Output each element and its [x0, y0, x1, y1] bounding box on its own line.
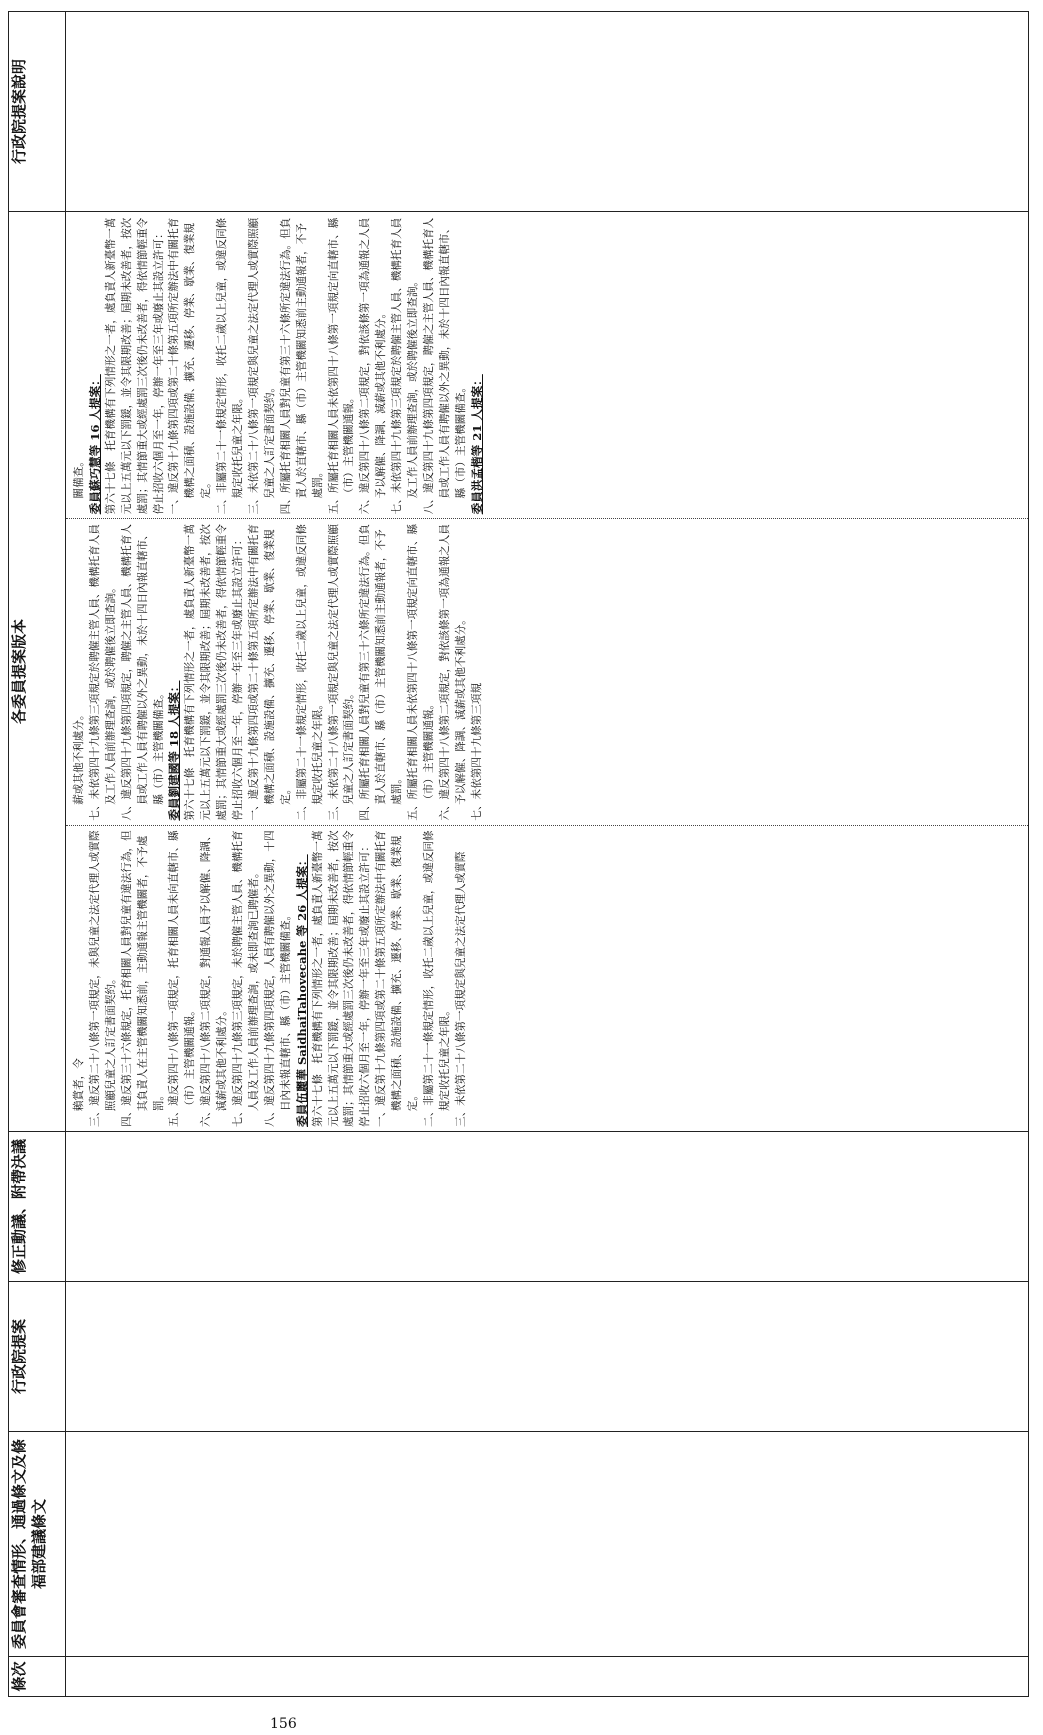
proposal-paragraph: 六、違反第四十八條第二項規定，對依該條第一項為通報之人員予以解僱、降調、減薪或其他不利處分。: [438, 524, 467, 821]
proposal-heading: 委員劉建國等 18 人提案：: [167, 680, 182, 821]
proposal-paragraph: 八、違反第四十九條第四項規定，聘僱之主管人員、機構托育人員或工作人員有聘僱以外之異動，未於十四日內報直轄市、縣（市）主管機關備查。: [422, 217, 467, 515]
header-executive-proposal: 行政院提案: [9, 1282, 66, 1432]
proposal-paragraph: 六、違反第四十八條第二項規定，對依該條第一項為通報之人員予以解僱、降調、減薪或其他不利處分。: [359, 217, 388, 515]
proposal-paragraph: 三、未依第二十八條第一項規定與兒童之法定代理人或實際照顧兒童之人訂定書面契約。: [327, 524, 356, 821]
header-member-proposals: 各委員提案版本: [9, 212, 66, 1132]
proposal-heading: 委員伍麗華 SaidhaiTahovecahe 等 26 人提案：: [294, 854, 309, 1127]
header-amendment: 修正動議、附帶決議: [9, 1132, 66, 1282]
proposal-paragraph: 三、違反第二十八條第一項規定，未與兒童之法定代理人或實際照顧兒童之人訂定書面契約。: [88, 830, 117, 1127]
header-article: 條次: [9, 1657, 66, 1697]
cell-article: [66, 1657, 1029, 1697]
proposal-column-1: [66, 825, 1028, 1131]
proposal-column-3: [66, 212, 1028, 518]
proposal-paragraph: 三、未依第二十八條第一項規定與兒童之法定代理人或實際: [454, 851, 467, 1127]
proposal-paragraph: 八、違反第四十九條第四項規定，人員有聘僱以外之異動，十四日內未報直轄市、縣（市）主管機關備查。: [263, 830, 292, 1127]
comparison-table: [8, 11, 1029, 1697]
proposal-heading: 委員蘇巧慧等 16 人提案：: [87, 374, 102, 515]
cell-amendment: [66, 1132, 1029, 1282]
proposal-paragraph: 七、違反第四十九條第三項規定，未於聘僱主管人員、機構托育人員及工作人員前辦理查詢，或未即查詢已聘僱者。: [232, 830, 260, 1127]
proposal-paragraph: 關備查。: [73, 456, 85, 499]
proposal-paragraph: 四、違反第三十六條規定，托育相關人員對兒童有違法行為，但其負責人在主管機關知悉前，主動通報主管機關者，不予處罰。: [120, 830, 165, 1127]
proposal-paragraph: 第六十七條 托育機構有下列情形之一者，處負責人新臺幣一萬元以上五萬元以下罰鍰，並令其限期改善；屆期未改善者，按次處罰；其情節重大或經處罰三次後仍未改善者，得依情節輕重令停止招收六個月至一年，停辦一年至三年或廢止其設立許可：: [184, 524, 245, 821]
proposal-paragraph: 第六十七條 托育機構有下列情形之一者，處負責人新臺幣一萬元以上五萬元以下罰鍰，並令其限期改善；屆期未改善者，按次處罰；其情節重大或經處罰三次後仍未改善者，得依情節輕重令停止招收六個月至一年，停辦一年至三年或廢止其設立許可：: [104, 217, 165, 515]
header-committee-review: 委員會審查情形、通過條文及條福部建議條文: [9, 1432, 66, 1657]
proposal-paragraph: 二、非屬第二十一條規定情形，收托二歲以上兒童，或違反同條規定收托兒童之年限。: [422, 830, 451, 1127]
proposal-paragraph: 五、所屬托育相關人員未依第四十八條第一項規定向直轄市、縣（市）主管機關通報。: [327, 217, 356, 515]
proposal-paragraph: 四、所屬托育相關人員對兒童有第三十六條所定違法行為。但負責人於直轄市、縣（市）主管機關知悉前主動通報者，不予處罰。: [279, 217, 324, 515]
proposal-paragraph: 五、所屬托育相關人員未依第四十八條第一項規定向直轄市、縣（市）主管機關通報。: [407, 524, 435, 821]
cell-executive-explanation: [66, 12, 1029, 212]
page-number: 156: [270, 1716, 297, 1732]
proposal-paragraph: 一、違反第十九條第四項或第二十條第五項所定辦法中有關托育機構之面積、設施設備、擴充、遷移、停業、歇業、復業規定。: [247, 524, 292, 821]
header-row: [9, 12, 66, 1697]
member-proposals-columns: [66, 212, 1028, 1131]
proposal-column-2: [66, 518, 1028, 824]
proposal-paragraph: 六、違反第四十八條第二項規定，對通報人員予以解僱、降調、減薪或其他不利處分。: [200, 830, 229, 1127]
proposal-paragraph: 第六十七條 托育機構有下列情形之一者，處負責人新臺幣一萬元以上五萬元以下罰鍰，並令其限期改善；屆期未改善者，按次處罰；其情節重大或經處罰三次後仍未改善者，得依情節輕重令停止招收六個月至一年，停辦一年至三年或廢止其設立許可：: [311, 830, 372, 1127]
proposal-paragraph: 七、未依第四十九條第三項規: [470, 682, 483, 821]
proposal-heading: 委員洪孟楷等 21 人提案：: [469, 374, 484, 515]
cell-member-proposals: [66, 212, 1029, 1132]
proposal-paragraph: 二、非屬第二十一條規定情形，收托二歲以上兒童，或違反同條規定收托兒童之年限。: [216, 217, 245, 515]
content-row: [66, 12, 1029, 1697]
proposal-paragraph: 二、非屬第二十一條規定情形，收托二歲以上兒童，或違反同條規定收托兒童之年限。: [295, 524, 324, 821]
proposal-paragraph: 八、違反第四十九條第四項規定，聘僱之主管人員、機構托育人員或工作人員有聘僱以外之異動，未於十四日內報直轄市、縣（市）主管機關備查。: [120, 524, 165, 821]
cell-committee-review: [66, 1432, 1029, 1657]
proposal-paragraph: 四、所屬托育相關人員對兒童有第三十六條所定違法行為。但負責人於直轄市、縣（市）主管機關知悉前主動通報者，不予處罰。: [359, 524, 404, 821]
proposal-paragraph: 七、未依第四十九條第三項規定於聘僱主管人員、機構托育人員及工作人員前辦理查詢，或於聘僱後立即查詢。: [391, 217, 420, 515]
proposal-paragraph: 一、違反第十九條第四項或第二十條第五項所定辦法中有關托育機構之面積、設施設備、擴充、遷移、停業、歇業、復業規定。: [375, 830, 420, 1127]
proposal-paragraph: 薪或其他不利處分。: [73, 709, 85, 805]
header-executive-explanation: 行政院提案說明: [9, 12, 66, 212]
proposal-paragraph: 五、違反第四十八條第一項規定，托育相關人員未向直轄市、縣（市）主管機關通報。: [168, 830, 197, 1127]
proposal-paragraph: 賴賞者，令: [73, 1058, 85, 1112]
cell-executive-proposal: [66, 1282, 1029, 1432]
proposal-paragraph: 七、未依第四十九條第三項規定於聘僱主管人員、機構托育人員及工作人員前辦理查詢，或於聘僱後立即查詢。: [88, 524, 117, 821]
proposal-paragraph: 一、違反第十九條第四項或第二十條第五項所定辦法中有關托育機構之面積、設施設備、擴充、遷移、停業、歇業、復業規定。: [168, 217, 213, 515]
proposal-paragraph: 三、未依第二十八條第一項規定與兒童之法定代理人或實際照顧兒童之人訂定書面契約。: [247, 217, 276, 515]
